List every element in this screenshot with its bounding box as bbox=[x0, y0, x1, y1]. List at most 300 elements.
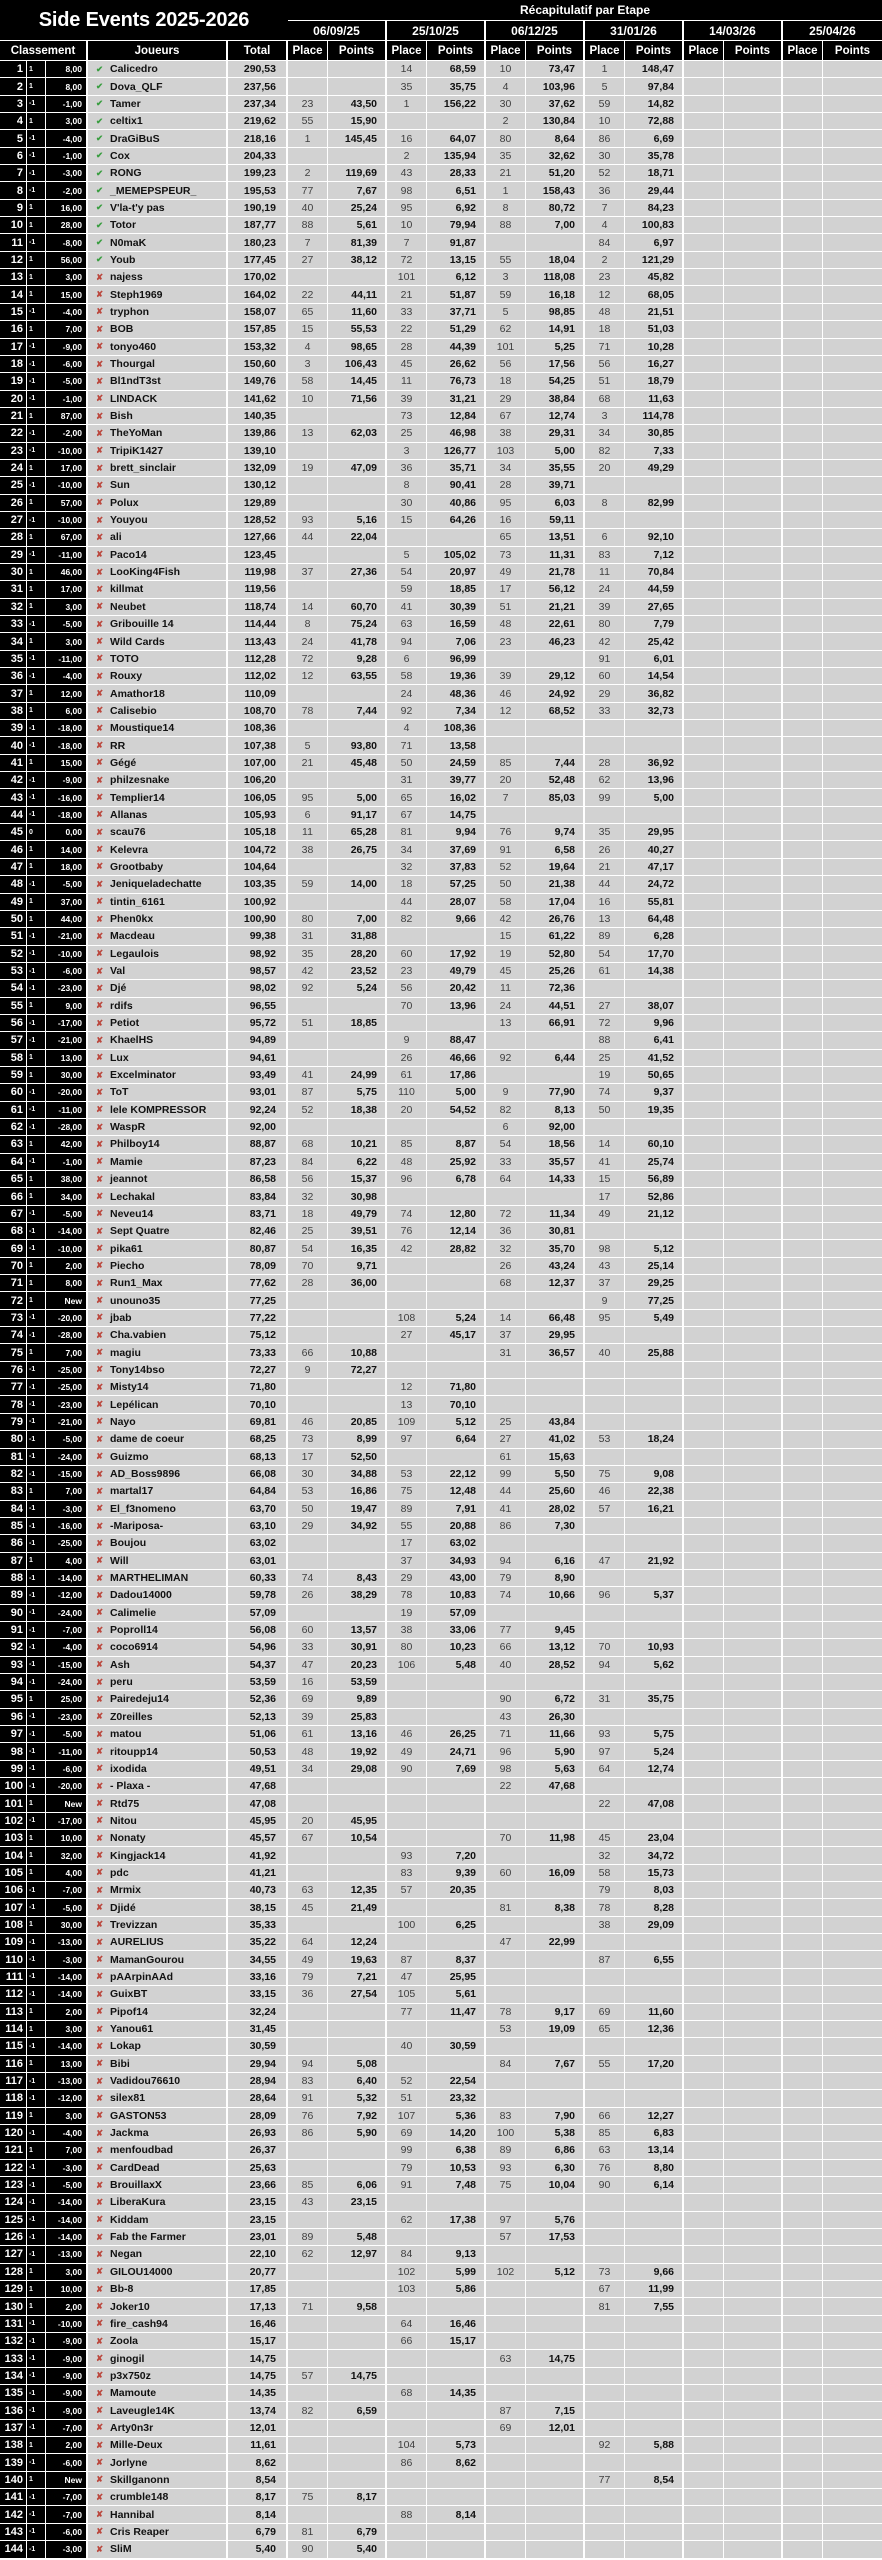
stage-place-cell: 5 bbox=[387, 547, 427, 564]
stage-points-cell: 9,66 bbox=[427, 911, 486, 928]
stage-place-cell: 54 bbox=[387, 564, 427, 581]
stage-place-cell bbox=[486, 651, 526, 668]
total-cell: 8,14 bbox=[228, 2506, 288, 2523]
total-cell: 63,02 bbox=[228, 1535, 288, 1552]
table-row bbox=[0, 1587, 882, 1604]
stage-place-cell bbox=[783, 772, 823, 789]
stage-place-cell bbox=[783, 321, 823, 338]
player-cell bbox=[88, 2229, 228, 2246]
rank-direction-cell: -1 bbox=[27, 1743, 46, 1760]
stage-place-cell bbox=[486, 2385, 526, 2402]
player-cell bbox=[88, 182, 228, 199]
rank-cell: 91 bbox=[0, 1622, 27, 1639]
player-name: Dova_QLF bbox=[110, 80, 163, 93]
total-cell: 35,22 bbox=[228, 1934, 288, 1951]
stage-points-cell bbox=[526, 1969, 585, 1986]
stage-points-cell bbox=[526, 2316, 585, 2333]
stage-points-cell: 24,72 bbox=[625, 876, 684, 893]
stage-place-cell: 15 bbox=[288, 321, 328, 338]
table-row bbox=[0, 2350, 882, 2367]
stage-points-cell: 34,93 bbox=[427, 1553, 486, 1570]
stage-points-cell: 6,12 bbox=[427, 269, 486, 286]
table-row bbox=[0, 963, 882, 980]
stage-points-cell: 37,71 bbox=[427, 304, 486, 321]
stage-place-cell: 88 bbox=[486, 217, 526, 234]
stage-points-cell bbox=[328, 547, 387, 564]
stage-place-cell: 39 bbox=[486, 668, 526, 685]
stage-place-cell bbox=[486, 1292, 526, 1309]
table-row bbox=[0, 547, 882, 564]
stage-place-cell bbox=[783, 998, 823, 1015]
table-row bbox=[0, 1292, 882, 1309]
rank-change-cell: 9,00 bbox=[46, 998, 88, 1015]
stage-place-cell: 41 bbox=[486, 1501, 526, 1518]
stage-points-cell: 25,92 bbox=[427, 1154, 486, 1171]
stage-points-cell bbox=[823, 200, 882, 217]
total-cell: 23,15 bbox=[228, 2194, 288, 2211]
rank-direction-cell: -1 bbox=[27, 1449, 46, 1466]
table-row bbox=[0, 148, 882, 165]
rank-change-cell: 7,00 bbox=[46, 321, 88, 338]
stage-points-cell bbox=[823, 321, 882, 338]
stage-points-cell bbox=[724, 1292, 783, 1309]
player-cell bbox=[88, 824, 228, 841]
player-name: GuixBT bbox=[110, 1988, 148, 2001]
stage-points-cell bbox=[724, 651, 783, 668]
stage-points-cell: 11,60 bbox=[625, 2004, 684, 2021]
rank-direction-cell: -1 bbox=[27, 1674, 46, 1691]
rank-cell: 94 bbox=[0, 1674, 27, 1691]
total-cell: 68,25 bbox=[228, 1431, 288, 1448]
stage-points-cell: 52,80 bbox=[526, 946, 585, 963]
stage-place-cell bbox=[783, 2541, 823, 2558]
stage-place-cell bbox=[684, 1622, 724, 1639]
stage-place-cell bbox=[684, 980, 724, 997]
rank-change-cell: 25,00 bbox=[46, 1691, 88, 1708]
eliminated-x-icon: ✘ bbox=[95, 670, 104, 681]
rank-direction-cell: -1 bbox=[27, 1310, 46, 1327]
stage-place-cell: 65 bbox=[585, 2021, 625, 2038]
table-row bbox=[0, 1691, 882, 1708]
eliminated-x-icon: ✘ bbox=[95, 1399, 104, 1410]
stage-place-cell: 34 bbox=[288, 1761, 328, 1778]
stage-place-cell bbox=[585, 2506, 625, 2523]
player-name: Bb-8 bbox=[110, 2283, 134, 2296]
stage-date-header: 25/04/26 bbox=[783, 21, 882, 41]
rank-cell: 119 bbox=[0, 2108, 27, 2125]
rank-cell: 124 bbox=[0, 2194, 27, 2211]
stage-points-cell bbox=[427, 2420, 486, 2437]
rank-change-cell: -6,00 bbox=[46, 356, 88, 373]
stage-points-cell bbox=[724, 1327, 783, 1344]
rank-change-cell: -11,00 bbox=[46, 1743, 88, 1760]
stage-points-cell: 6,16 bbox=[526, 1553, 585, 1570]
stage-points-cell: 10,53 bbox=[427, 2160, 486, 2177]
stage-place-cell bbox=[684, 1258, 724, 1275]
rank-change-cell: -20,00 bbox=[46, 1778, 88, 1795]
player-name: fire_cash94 bbox=[110, 2317, 168, 2330]
rank-direction-cell: -1 bbox=[27, 1518, 46, 1535]
rank-cell: 59 bbox=[0, 1067, 27, 1084]
stage-place-cell: 44 bbox=[486, 1483, 526, 1500]
stage-points-cell: 44,39 bbox=[427, 339, 486, 356]
stage-place-cell bbox=[684, 2073, 724, 2090]
table-row bbox=[0, 1917, 882, 1934]
stage-points-cell: 12,14 bbox=[427, 1223, 486, 1240]
stage-points-cell: 11,31 bbox=[526, 547, 585, 564]
total-cell: 99,38 bbox=[228, 928, 288, 945]
stage-points-cell: 22,38 bbox=[625, 1483, 684, 1500]
eliminated-x-icon: ✘ bbox=[95, 2248, 104, 2259]
stage-points-cell bbox=[823, 1032, 882, 1049]
rank-cell: 53 bbox=[0, 963, 27, 980]
stage-points-cell bbox=[724, 633, 783, 650]
eliminated-x-icon: ✘ bbox=[95, 2543, 104, 2554]
stage-place-cell: 77 bbox=[288, 182, 328, 199]
rank-change-cell: -20,00 bbox=[46, 1084, 88, 1101]
rank-direction-cell: 1 bbox=[27, 2108, 46, 2125]
stage-place-cell bbox=[585, 2368, 625, 2385]
stage-place-cell bbox=[288, 1535, 328, 1552]
stage-points-cell: 21,21 bbox=[526, 599, 585, 616]
total-cell: 219,62 bbox=[228, 113, 288, 130]
stage-points-cell bbox=[526, 1535, 585, 1552]
rank-cell: 104 bbox=[0, 1847, 27, 1864]
total-cell: 23,01 bbox=[228, 2229, 288, 2246]
stage-place-cell: 62 bbox=[585, 772, 625, 789]
stage-points-cell bbox=[526, 2541, 585, 2558]
stage-points-cell: 5,08 bbox=[328, 2056, 387, 2073]
rank-change-cell: -17,00 bbox=[46, 1813, 88, 1830]
stage-place-cell bbox=[783, 1934, 823, 1951]
stage-points-cell bbox=[526, 1986, 585, 2003]
stage-place-cell bbox=[684, 1466, 724, 1483]
stage-place-cell bbox=[288, 2420, 328, 2437]
table-row bbox=[0, 616, 882, 633]
stage-place-cell bbox=[288, 998, 328, 1015]
player-name: GASTON53 bbox=[110, 2109, 167, 2122]
player-cell bbox=[88, 2194, 228, 2211]
stage-place-cell bbox=[783, 720, 823, 737]
stage-place-cell bbox=[585, 1709, 625, 1726]
table-row bbox=[0, 1223, 882, 1240]
stage-place-cell: 102 bbox=[387, 2264, 427, 2281]
stage-place-cell: 12 bbox=[486, 703, 526, 720]
stage-points-cell: 7,00 bbox=[526, 217, 585, 234]
rank-cell: 106 bbox=[0, 1882, 27, 1899]
stage-points-cell: 43,00 bbox=[427, 1570, 486, 1587]
stage-place-cell bbox=[783, 2524, 823, 2541]
stage-points-cell: 7,21 bbox=[328, 1969, 387, 1986]
stage-points-cell bbox=[625, 2420, 684, 2437]
total-cell: 80,87 bbox=[228, 1240, 288, 1257]
eliminated-x-icon: ✘ bbox=[95, 2006, 104, 2017]
eliminated-x-icon: ✘ bbox=[95, 2509, 104, 2520]
table-row bbox=[0, 2021, 882, 2038]
total-cell: 94,89 bbox=[228, 1032, 288, 1049]
player-name: Yanou61 bbox=[110, 2023, 154, 2036]
stage-points-cell bbox=[823, 2160, 882, 2177]
stage-points-cell: 12,74 bbox=[526, 408, 585, 425]
stage-points-cell: 25,42 bbox=[625, 633, 684, 650]
player-cell bbox=[88, 911, 228, 928]
stage-place-cell: 94 bbox=[585, 1657, 625, 1674]
stage-place-cell: 17 bbox=[288, 1449, 328, 1466]
page-title: Side Events 2025-2026 bbox=[0, 0, 288, 41]
rank-cell: 24 bbox=[0, 460, 27, 477]
player-cell bbox=[88, 651, 228, 668]
rank-cell: 92 bbox=[0, 1639, 27, 1656]
stage-points-cell bbox=[823, 495, 882, 512]
rank-cell: 127 bbox=[0, 2246, 27, 2263]
stage-points-cell: 26,30 bbox=[526, 1709, 585, 1726]
stage-place-cell bbox=[387, 1119, 427, 1136]
player-cell bbox=[88, 2281, 228, 2298]
stage-place-cell bbox=[288, 1865, 328, 1882]
stage-points-cell bbox=[625, 2333, 684, 2350]
stage-points-cell bbox=[328, 1327, 387, 1344]
rank-cell: 73 bbox=[0, 1310, 27, 1327]
rank-direction-cell: -1 bbox=[27, 2246, 46, 2263]
stage-points-cell bbox=[724, 182, 783, 199]
eliminated-x-icon: ✘ bbox=[95, 583, 104, 594]
player-cell bbox=[88, 1292, 228, 1309]
stage-place-cell: 98 bbox=[387, 182, 427, 199]
total-cell: 130,12 bbox=[228, 477, 288, 494]
stage-points-cell bbox=[526, 1917, 585, 1934]
stage-points-cell bbox=[823, 772, 882, 789]
stage-place-cell: 28 bbox=[585, 755, 625, 772]
stage-points-cell: 71,80 bbox=[427, 1379, 486, 1396]
player-name: El_f3nomeno bbox=[110, 1502, 176, 1515]
stage-points-cell bbox=[724, 2038, 783, 2055]
stage-points-cell bbox=[724, 304, 783, 321]
player-cell bbox=[88, 1535, 228, 1552]
stage-place-cell bbox=[288, 2316, 328, 2333]
stage-place-cell: 73 bbox=[585, 2264, 625, 2281]
player-name: Cox bbox=[110, 149, 130, 162]
stage-points-cell: 44,51 bbox=[526, 998, 585, 1015]
player-cell bbox=[88, 1587, 228, 1604]
player-name: Hannibal bbox=[110, 2508, 155, 2521]
stage-points-cell bbox=[823, 2368, 882, 2385]
stage-points-cell: 32,62 bbox=[526, 148, 585, 165]
stage-place-cell bbox=[783, 1414, 823, 1431]
stage-place-cell bbox=[684, 512, 724, 529]
stage-place-cell: 57 bbox=[288, 2368, 328, 2385]
stage-points-cell bbox=[823, 1934, 882, 1951]
stage-place-cell: 73 bbox=[387, 408, 427, 425]
eliminated-x-icon: ✘ bbox=[95, 2474, 104, 2485]
player-name: Cris Reaper bbox=[110, 2525, 169, 2538]
stage-points-cell: 7,90 bbox=[526, 2108, 585, 2125]
stage-place-cell bbox=[288, 2021, 328, 2038]
stage-place-cell: 14 bbox=[387, 61, 427, 78]
stage-place-cell bbox=[684, 2177, 724, 2194]
rank-change-cell: -1,00 bbox=[46, 391, 88, 408]
table-row bbox=[0, 2229, 882, 2246]
stage-place-cell bbox=[288, 859, 328, 876]
stage-place-cell bbox=[684, 182, 724, 199]
eliminated-x-icon: ✘ bbox=[95, 2179, 104, 2190]
stage-place-cell bbox=[684, 1726, 724, 1743]
table-row bbox=[0, 2506, 882, 2523]
rank-cell: 27 bbox=[0, 512, 27, 529]
stage-points-cell: 76,73 bbox=[427, 373, 486, 390]
player-name: Ash bbox=[110, 1658, 130, 1671]
rank-cell: 48 bbox=[0, 876, 27, 893]
stage-points-cell bbox=[328, 2472, 387, 2489]
stage-place-cell: 16 bbox=[585, 894, 625, 911]
stage-points-cell bbox=[823, 1067, 882, 1084]
stage-points-cell: 63,02 bbox=[427, 1535, 486, 1552]
player-cell bbox=[88, 547, 228, 564]
total-cell: 129,89 bbox=[228, 495, 288, 512]
eliminated-x-icon: ✘ bbox=[95, 2318, 104, 2329]
stage-place-cell bbox=[783, 2056, 823, 2073]
stage-points-cell: 11,63 bbox=[625, 391, 684, 408]
stage-place-cell: 89 bbox=[387, 1501, 427, 1518]
rank-cell: 107 bbox=[0, 1899, 27, 1916]
eliminated-x-icon: ✘ bbox=[95, 1347, 104, 1358]
stage-place-cell: 49 bbox=[585, 1206, 625, 1223]
stage-place-cell: 99 bbox=[387, 2142, 427, 2159]
stage-place-cell bbox=[684, 1067, 724, 1084]
player-cell bbox=[88, 512, 228, 529]
stage-points-cell bbox=[823, 356, 882, 373]
stage-place-cell: 11 bbox=[486, 980, 526, 997]
total-cell: 107,38 bbox=[228, 737, 288, 754]
stage-place-cell: 93 bbox=[585, 1726, 625, 1743]
rank-direction-cell: -1 bbox=[27, 1934, 46, 1951]
stage-place-cell bbox=[585, 2454, 625, 2471]
stage-points-cell bbox=[427, 1830, 486, 1847]
stage-points-cell bbox=[724, 2056, 783, 2073]
stage-points-cell bbox=[724, 512, 783, 529]
stage-points-cell: 51,20 bbox=[526, 165, 585, 182]
player-cell bbox=[88, 2056, 228, 2073]
stage-place-cell: 81 bbox=[585, 2298, 625, 2315]
stage-place-cell bbox=[684, 130, 724, 147]
table-row bbox=[0, 1951, 882, 1968]
table-row bbox=[0, 2524, 882, 2541]
stage-points-cell: 11,66 bbox=[526, 1726, 585, 1743]
total-cell: 60,33 bbox=[228, 1570, 288, 1587]
stage-place-cell bbox=[585, 1605, 625, 1622]
stage-place-cell: 9 bbox=[387, 1032, 427, 1049]
stage-points-cell bbox=[625, 477, 684, 494]
stage-place-cell bbox=[783, 1917, 823, 1934]
rank-change-cell: -15,00 bbox=[46, 1466, 88, 1483]
stage-points-cell bbox=[328, 1553, 387, 1570]
rank-direction-cell: 1 bbox=[27, 703, 46, 720]
table-row bbox=[0, 2212, 882, 2229]
stage-place-cell: 96 bbox=[585, 1587, 625, 1604]
table-row bbox=[0, 1778, 882, 1795]
stage-place-cell bbox=[486, 2368, 526, 2385]
rank-direction-cell: -1 bbox=[27, 2489, 46, 2506]
stage-place-cell bbox=[486, 720, 526, 737]
stage-place-cell: 76 bbox=[486, 824, 526, 841]
rank-direction-cell: -1 bbox=[27, 1206, 46, 1223]
stage-place-cell: 41 bbox=[288, 1067, 328, 1084]
stage-points-cell: 5,48 bbox=[328, 2229, 387, 2246]
stage-place-cell bbox=[684, 1865, 724, 1882]
stage-place-cell: 61 bbox=[585, 963, 625, 980]
rank-direction-cell: -1 bbox=[27, 182, 46, 199]
rank-change-cell: -13,00 bbox=[46, 1934, 88, 1951]
stage-place-cell bbox=[684, 703, 724, 720]
stage-points-cell bbox=[823, 477, 882, 494]
stage-place-cell bbox=[684, 339, 724, 356]
stage-points-cell bbox=[724, 408, 783, 425]
rank-cell: 120 bbox=[0, 2125, 27, 2142]
table-row bbox=[0, 1136, 882, 1153]
stage-place-cell bbox=[783, 217, 823, 234]
stage-points-cell bbox=[823, 1344, 882, 1361]
stage-points-cell bbox=[625, 1327, 684, 1344]
rank-direction-cell: 1 bbox=[27, 1171, 46, 1188]
eliminated-x-icon: ✘ bbox=[95, 2058, 104, 2069]
stage-points-cell bbox=[328, 1292, 387, 1309]
rank-change-cell: -5,00 bbox=[46, 1431, 88, 1448]
stage-place-cell bbox=[486, 1067, 526, 1084]
stage-points-cell bbox=[823, 2281, 882, 2298]
stage-place-cell: 90 bbox=[288, 2541, 328, 2558]
table-row bbox=[0, 1396, 882, 1413]
stage-points-cell: 5,38 bbox=[526, 2125, 585, 2142]
stage-place-cell: 24 bbox=[585, 581, 625, 598]
stage-place-cell: 16 bbox=[288, 1674, 328, 1691]
stage-place-cell bbox=[783, 408, 823, 425]
rank-direction-cell: -1 bbox=[27, 2420, 46, 2437]
rank-change-cell: -9,00 bbox=[46, 2385, 88, 2402]
stage-points-cell: 10,28 bbox=[625, 339, 684, 356]
stage-place-cell: 59 bbox=[288, 876, 328, 893]
stage-place-cell: 43 bbox=[387, 165, 427, 182]
stage-place-cell: 38 bbox=[486, 425, 526, 442]
player-name: DraGiBuS bbox=[110, 132, 160, 145]
stage-place-cell: 85 bbox=[585, 2125, 625, 2142]
rank-change-cell: -2,00 bbox=[46, 182, 88, 199]
stage-points-cell bbox=[724, 1119, 783, 1136]
rank-change-cell: -4,00 bbox=[46, 1639, 88, 1656]
stage-points-cell bbox=[625, 1396, 684, 1413]
stage-place-cell: 7 bbox=[585, 200, 625, 217]
rank-cell: 140 bbox=[0, 2472, 27, 2489]
stage-points-cell bbox=[823, 2454, 882, 2471]
stage-place-cell: 69 bbox=[387, 2125, 427, 2142]
stage-place-cell bbox=[783, 1050, 823, 1067]
player-name: Thourgal bbox=[110, 358, 155, 371]
eliminated-x-icon: ✘ bbox=[95, 1277, 104, 1288]
stage-place-cell bbox=[684, 651, 724, 668]
stage-place-cell bbox=[783, 2229, 823, 2246]
stage-points-cell: 45,82 bbox=[625, 269, 684, 286]
rank-change-cell: 30,00 bbox=[46, 1067, 88, 1084]
eliminated-x-icon: ✘ bbox=[95, 479, 104, 490]
rank-cell: 113 bbox=[0, 2004, 27, 2021]
stage-place-cell: 83 bbox=[585, 547, 625, 564]
stage-points-cell: 59,11 bbox=[526, 512, 585, 529]
total-cell: 190,19 bbox=[228, 200, 288, 217]
total-cell: 8,54 bbox=[228, 2472, 288, 2489]
stage-place-cell bbox=[684, 1449, 724, 1466]
rank-direction-cell: 1 bbox=[27, 2298, 46, 2315]
stage-points-cell: 7,55 bbox=[625, 2298, 684, 2315]
stage-place-cell: 92 bbox=[288, 980, 328, 997]
stage-place-cell bbox=[585, 737, 625, 754]
